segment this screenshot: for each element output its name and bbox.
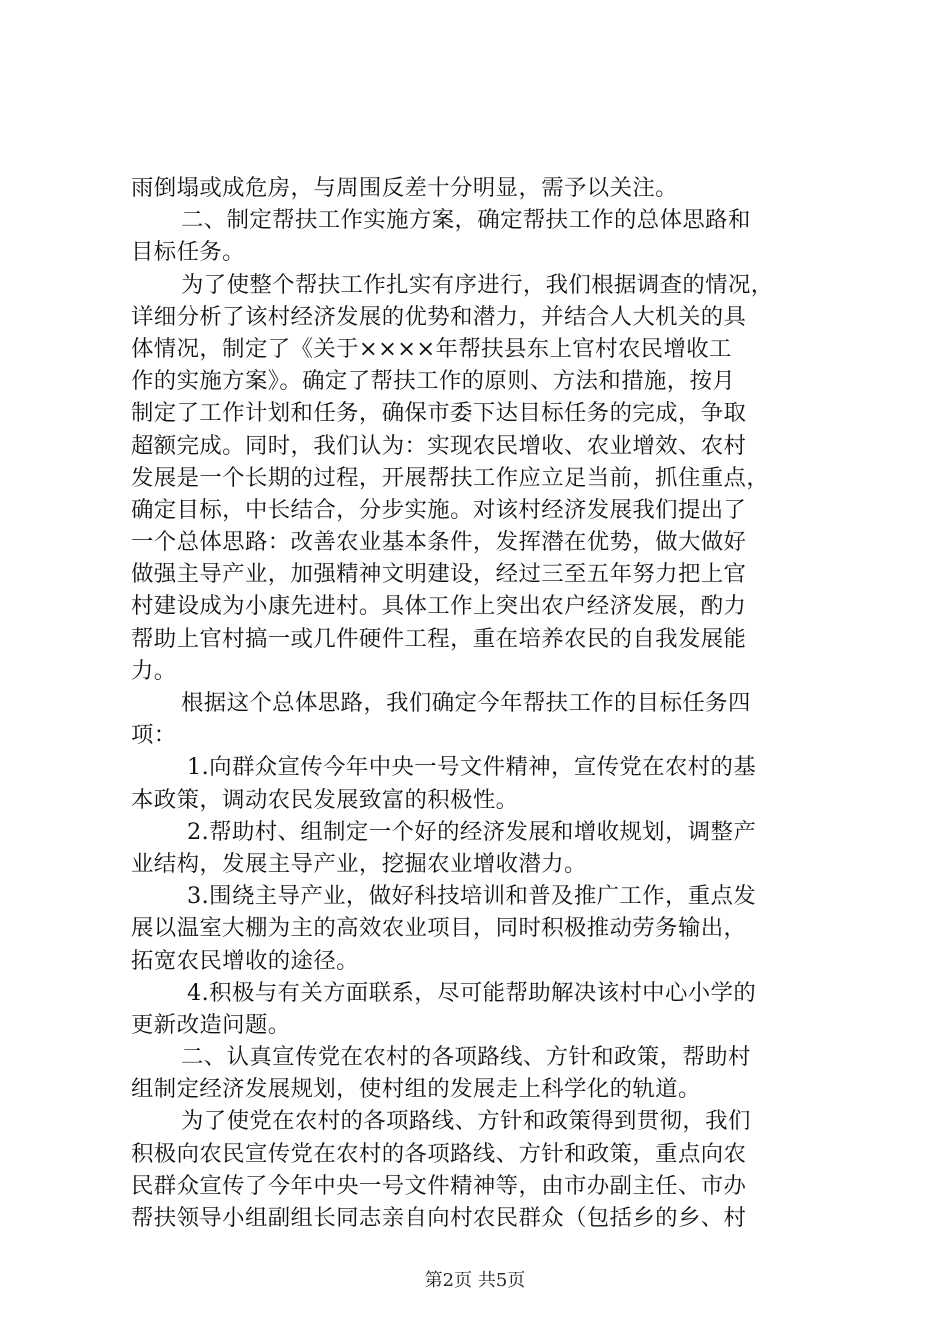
list-item-line: 本政策，调动农民发展致富的积极性。 [131, 786, 519, 813]
text-line: 作的实施方案》。确定了帮扶工作的原则、方法和措施，按月 [131, 368, 736, 395]
text-line: 积极向农民宣传党在农村的各项路线、方针和政策，重点向农 [131, 1140, 747, 1167]
text-line: 雨倒塌或成危房，与周围反差十分明显，需予以关注。 [131, 175, 678, 201]
text-line: 帮扶领导小组副组长同志亲自向村农民群众（包括乡的乡、村 [131, 1205, 747, 1231]
section-heading-line: 组制定经济发展规划，使村组的发展走上科学化的轨道。 [131, 1076, 701, 1103]
page-number-footer: 第2页 共5页 [424, 1270, 526, 1291]
text-line: 民群众宣传了今年中央一号文件精神等，由市办副主任、市办 [131, 1172, 747, 1199]
list-item-line: 展以温室大棚为主的高效农业项目，同时积极推动劳务输出， [131, 915, 747, 942]
text-line: 村建设成为小康先进村。具体工作上突出农户经济发展，酌力 [131, 593, 747, 620]
section-heading-line: 二、制定帮扶工作实施方案，确定帮扶工作的总体思路和 [181, 207, 751, 234]
section-heading-line: 二、认真宣传党在农村的各项路线、方针和政策，帮助村 [181, 1044, 751, 1071]
text-line: 体情况，制定了《关于××××年帮扶县东上官村农民增收工 [131, 335, 732, 362]
list-item-line: 业结构，发展主导产业，挖掘农业增收潜力。 [131, 850, 587, 877]
text-line: 一个总体思路：改善农业基本条件，发挥潜在优势，做大做好 [131, 529, 747, 556]
text-line: 为了使党在农村的各项路线、方针和政策得到贯彻，我们 [181, 1108, 751, 1135]
list-item-line: 更新改造问题。 [131, 1011, 291, 1038]
text-line: 根据这个总体思路，我们确定今年帮扶工作的目标任务四 [181, 690, 751, 716]
list-item-line: 2.帮助村、组制定一个好的经济发展和增收规划，调整产 [187, 818, 757, 845]
text-line: 发展是一个长期的过程，开展帮扶工作应立足当前，抓住重点， [131, 464, 770, 491]
text-line: 做强主导产业，加强精神文明建设，经过三至五年努力把上官 [131, 561, 747, 588]
section-heading-line: 目标任务。 [131, 239, 245, 266]
list-item-line: 3.围绕主导产业，做好科技培训和普及推广工作，重点发 [187, 883, 757, 910]
list-item-line: 4.积极与有关方面联系，尽可能帮助解决该村中心小学的 [187, 979, 757, 1006]
text-line: 力。 [131, 657, 177, 684]
text-line: 确定目标，中长结合，分步实施。对该村经济发展我们提出了 [131, 496, 747, 523]
text-line: 详细分析了该村经济发展的优势和潜力，并结合人大机关的具 [131, 303, 747, 330]
text-line: 超额完成。同时，我们认为：实现农民增收、农业增效、农村 [131, 432, 747, 459]
text-line: 帮助上官村搞一或几件硬件工程，重在培养农民的自我发展能 [131, 625, 747, 652]
document-body [131, 172, 831, 1234]
list-item-line: 拓宽农民增收的途径。 [131, 947, 359, 974]
text-line: 为了使整个帮扶工作扎实有序进行，我们根据调查的情况， [181, 271, 774, 298]
text-line: 制定了工作计划和任务，确保市委下达目标任务的完成，争取 [131, 400, 747, 427]
list-item-line: 1.向群众宣传今年中央一号文件精神，宣传党在农村的基 [187, 754, 757, 781]
text-line: 项： [131, 722, 177, 749]
